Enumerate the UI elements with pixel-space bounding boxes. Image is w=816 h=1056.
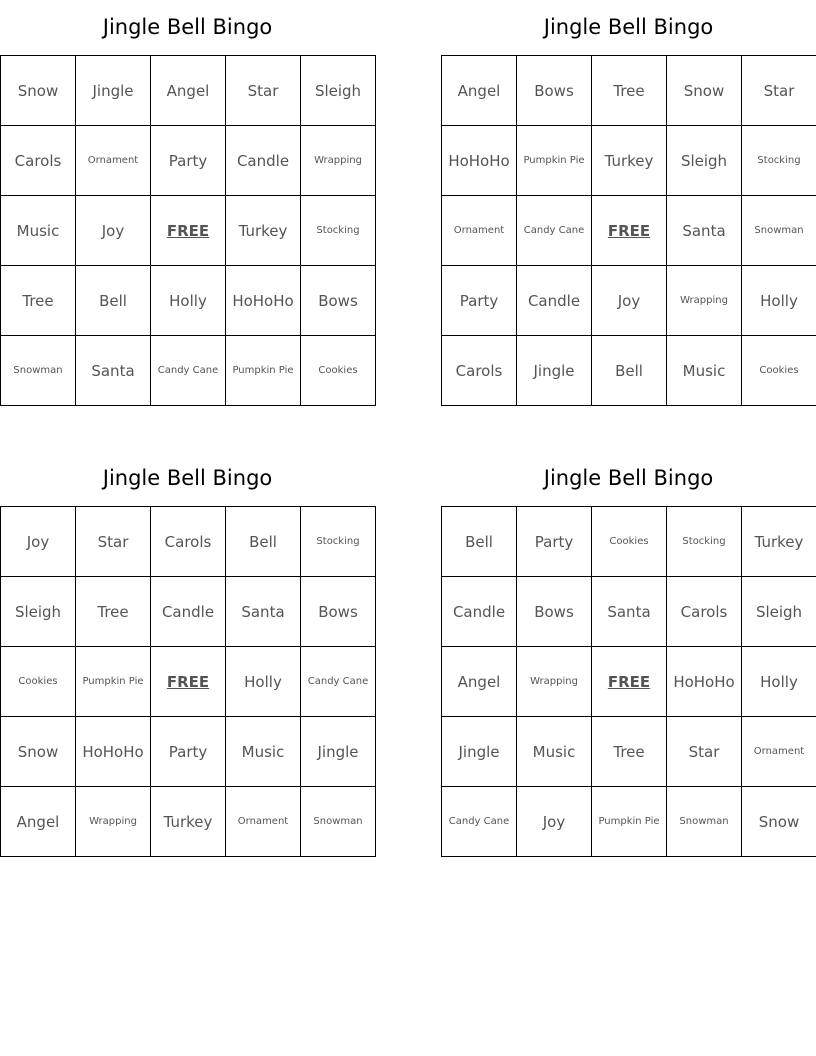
bingo-cell: Sleigh: [1, 577, 76, 647]
bingo-cell: Stocking: [301, 507, 376, 577]
bingo-cell: Holly: [226, 647, 301, 717]
bingo-cell: Turkey: [742, 507, 816, 577]
bingo-cell: Turkey: [151, 787, 226, 857]
bingo-cell: Stocking: [301, 196, 376, 266]
bingo-cell: Candle: [151, 577, 226, 647]
grid-row: [1, 787, 376, 857]
bingo-cell: Bows: [301, 266, 376, 336]
card-title: Jingle Bell Bingo: [543, 466, 714, 490]
bingo-cell: Candy Cane: [517, 196, 592, 266]
grid-row: [1, 507, 376, 577]
free-space-cell: FREE: [592, 647, 667, 717]
bingo-cell: Sleigh: [667, 126, 742, 196]
bingo-cell: Joy: [517, 787, 592, 857]
bingo-cell: Snow: [1, 56, 76, 126]
bingo-cell: Bell: [442, 507, 517, 577]
bingo-cell: Party: [517, 507, 592, 577]
bingo-cell: Holly: [742, 647, 816, 717]
grid-row: [442, 196, 816, 266]
bingo-cell: Candle: [442, 577, 517, 647]
bingo-cell: Snowman: [667, 787, 742, 857]
bingo-cell: Holly: [742, 266, 816, 336]
card-title: Jingle Bell Bingo: [543, 15, 714, 39]
grid-row: [1, 266, 376, 336]
bingo-cell: Cookies: [301, 336, 376, 406]
bingo-cell: Wrapping: [667, 266, 742, 336]
bingo-cell: Jingle: [76, 56, 151, 126]
bingo-cell: Bows: [301, 577, 376, 647]
bingo-cell: Turkey: [226, 196, 301, 266]
bingo-cell: Carols: [442, 336, 517, 406]
bingo-cell: Tree: [592, 717, 667, 787]
bingo-cell: HoHoHo: [442, 126, 517, 196]
bingo-cell: Bows: [517, 577, 592, 647]
bingo-cell: Angel: [442, 647, 517, 717]
bingo-cell: Music: [1, 196, 76, 266]
grid-row: [1, 56, 376, 126]
bingo-cell: Holly: [151, 266, 226, 336]
bingo-cell: Ornament: [742, 717, 816, 787]
bingo-cell: Pumpkin Pie: [76, 647, 151, 717]
bingo-cell: Carols: [151, 507, 226, 577]
bingo-cell: Santa: [667, 196, 742, 266]
bingo-cell: Party: [151, 126, 226, 196]
bingo-cell: Joy: [76, 196, 151, 266]
free-space-cell: FREE: [592, 196, 667, 266]
bingo-cell: Star: [76, 507, 151, 577]
grid-row: [1, 126, 376, 196]
bingo-cell: Carols: [667, 577, 742, 647]
bingo-cell: Cookies: [742, 336, 816, 406]
bingo-cell: Star: [742, 56, 816, 126]
bingo-cell: Music: [667, 336, 742, 406]
bingo-cell: Jingle: [301, 717, 376, 787]
bingo-cell: Pumpkin Pie: [226, 336, 301, 406]
grid-row: [1, 717, 376, 787]
bingo-cell: Party: [442, 266, 517, 336]
bingo-grid: [441, 55, 816, 406]
bingo-grid: [0, 506, 376, 857]
bingo-cell: Star: [226, 56, 301, 126]
bingo-cell: Bell: [592, 336, 667, 406]
bingo-cell: HoHoHo: [76, 717, 151, 787]
bingo-cell: Candy Cane: [442, 787, 517, 857]
bingo-cell: Music: [517, 717, 592, 787]
bingo-cell: Ornament: [442, 196, 517, 266]
bingo-cell: Bell: [76, 266, 151, 336]
bingo-cell: Santa: [76, 336, 151, 406]
bingo-cell: Snow: [667, 56, 742, 126]
bingo-cell: Wrapping: [301, 126, 376, 196]
bingo-grid: [441, 506, 816, 857]
bingo-cell: Candle: [226, 126, 301, 196]
grid-row: [442, 126, 816, 196]
bingo-cell: Bows: [517, 56, 592, 126]
grid-row: [442, 507, 816, 577]
bingo-cell: Party: [151, 717, 226, 787]
bingo-cell: Tree: [1, 266, 76, 336]
grid-row: [1, 196, 376, 266]
bingo-cell: Stocking: [742, 126, 816, 196]
grid-row: [442, 787, 816, 857]
bingo-cell: Turkey: [592, 126, 667, 196]
bingo-cell: Angel: [151, 56, 226, 126]
bingo-cell: Ornament: [76, 126, 151, 196]
bingo-cell: Cookies: [592, 507, 667, 577]
bingo-cell: Joy: [592, 266, 667, 336]
bingo-cell: Snowman: [742, 196, 816, 266]
bingo-cell: Wrapping: [76, 787, 151, 857]
bingo-cell: Angel: [442, 56, 517, 126]
bingo-cell: Tree: [592, 56, 667, 126]
bingo-cell: HoHoHo: [667, 647, 742, 717]
bingo-cell: Pumpkin Pie: [517, 126, 592, 196]
bingo-cell: Santa: [592, 577, 667, 647]
bingo-cell: Stocking: [667, 507, 742, 577]
bingo-cell: Carols: [1, 126, 76, 196]
grid-row: [442, 647, 816, 717]
bingo-cell: Pumpkin Pie: [592, 787, 667, 857]
bingo-cell: Candy Cane: [151, 336, 226, 406]
bingo-cell: Candy Cane: [301, 647, 376, 717]
bingo-cell: HoHoHo: [226, 266, 301, 336]
grid-row: [442, 577, 816, 647]
bingo-cell: Snowman: [1, 336, 76, 406]
grid-row: [442, 717, 816, 787]
card-title: Jingle Bell Bingo: [102, 466, 273, 490]
card-title: Jingle Bell Bingo: [102, 15, 273, 39]
bingo-cell: Cookies: [1, 647, 76, 717]
bingo-cell: Ornament: [226, 787, 301, 857]
grid-row: [442, 266, 816, 336]
bingo-cell: Wrapping: [517, 647, 592, 717]
bingo-cell: Snow: [1, 717, 76, 787]
grid-row: [1, 647, 376, 717]
bingo-cell: Candle: [517, 266, 592, 336]
grid-row: [442, 336, 816, 406]
bingo-cell: Jingle: [442, 717, 517, 787]
free-space-cell: FREE: [151, 196, 226, 266]
bingo-cell: Music: [226, 717, 301, 787]
bingo-cell: Tree: [76, 577, 151, 647]
bingo-cell: Snowman: [301, 787, 376, 857]
bingo-cell: Joy: [1, 507, 76, 577]
bingo-cell: Sleigh: [742, 577, 816, 647]
bingo-cell: Santa: [226, 577, 301, 647]
free-space-cell: FREE: [151, 647, 226, 717]
bingo-cell: Bell: [226, 507, 301, 577]
bingo-cell: Snow: [742, 787, 816, 857]
grid-row: [1, 336, 376, 406]
bingo-grid: [0, 55, 376, 406]
bingo-cell: Jingle: [517, 336, 592, 406]
grid-row: [1, 577, 376, 647]
grid-row: [442, 56, 816, 126]
bingo-cell: Angel: [1, 787, 76, 857]
bingo-cell: Star: [667, 717, 742, 787]
bingo-cell: Sleigh: [301, 56, 376, 126]
